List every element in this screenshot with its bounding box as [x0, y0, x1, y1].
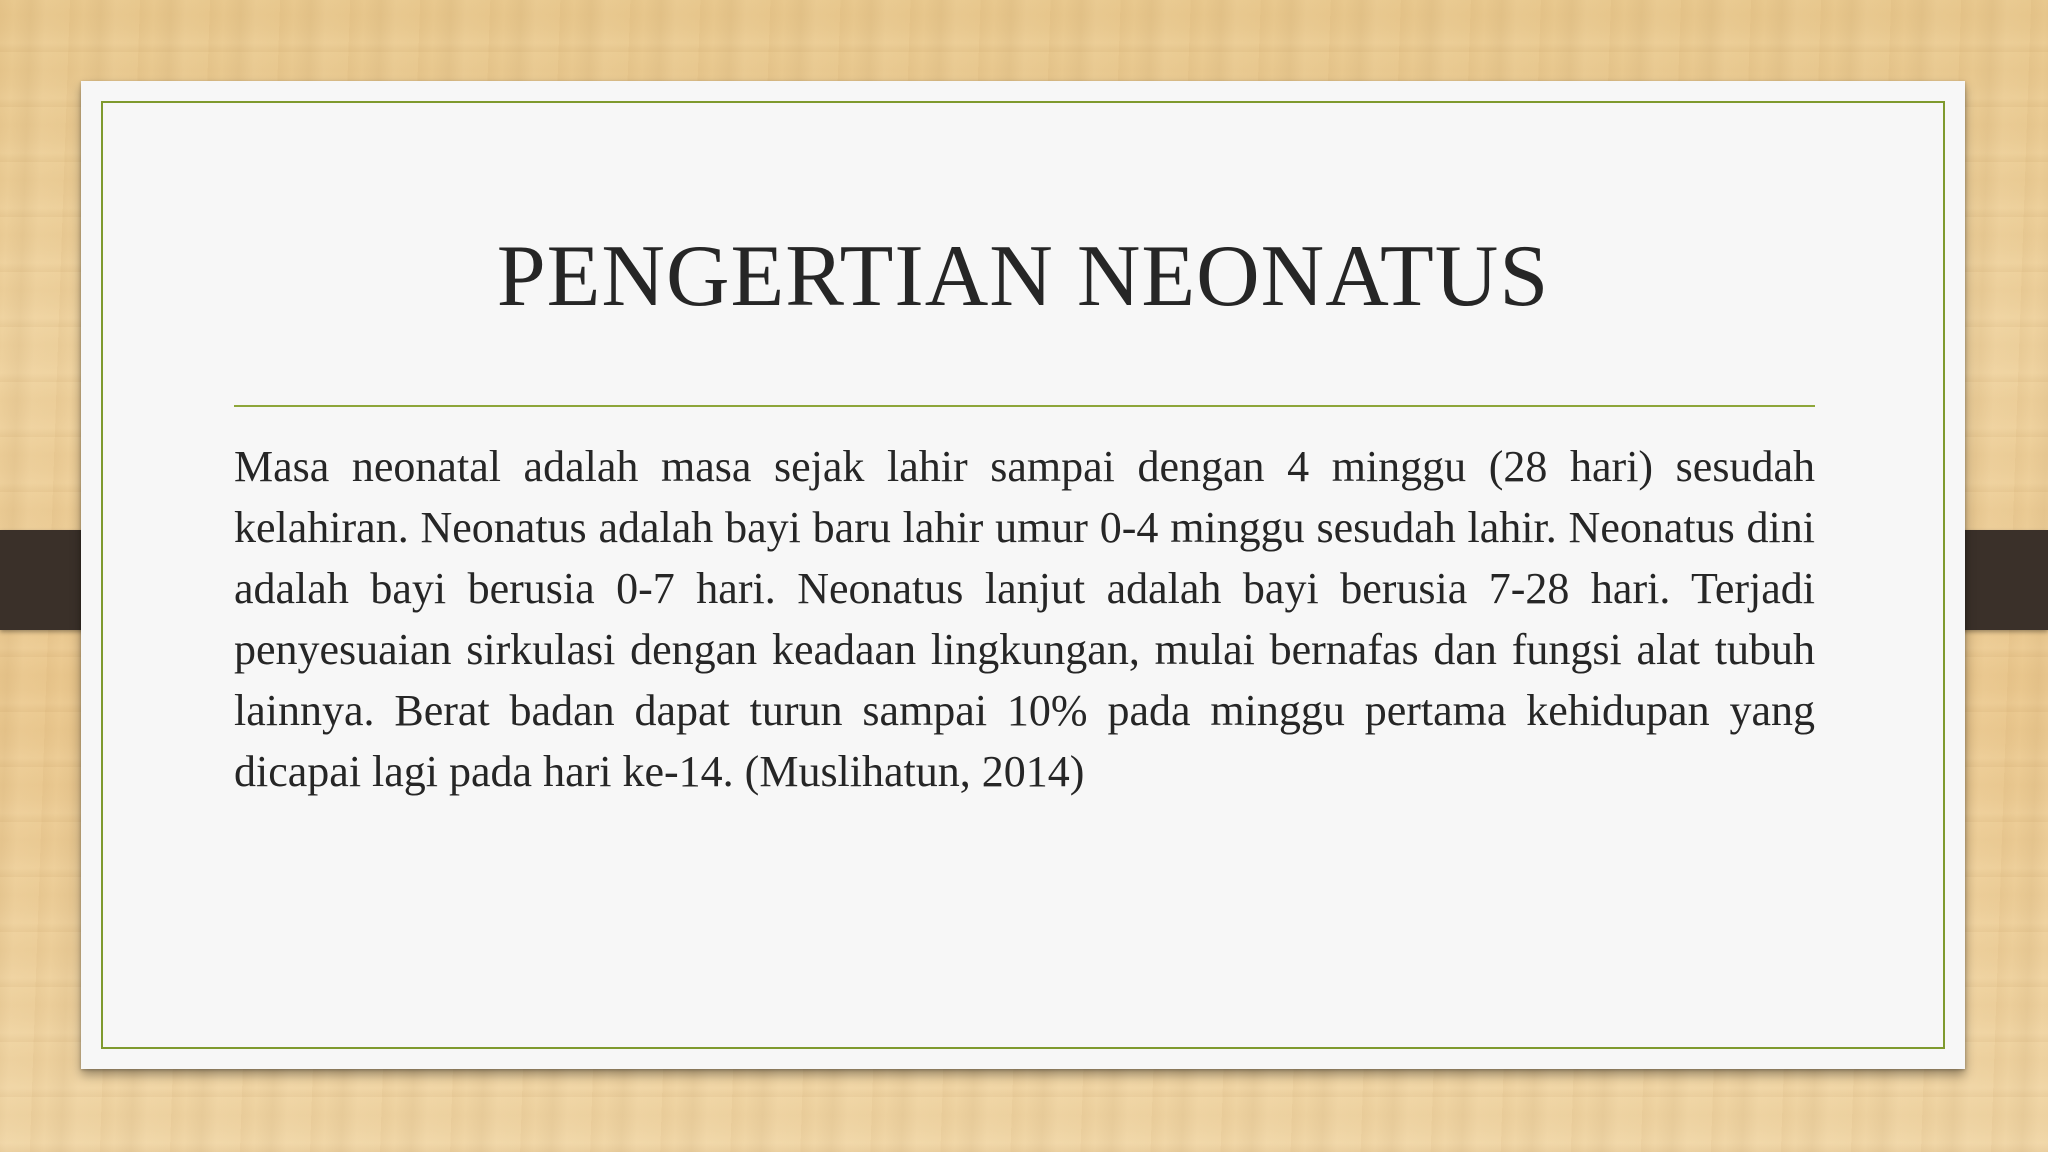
- slide-title: PENGERTIAN NEONATUS: [496, 228, 1550, 325]
- slide-body-text: Masa neonatal adalah masa sejak lahir sampai dengan 4 minggu (28 hari) sesudah kelahiran. Neonatus adalah bayi baru lahir umur 0-4 minggu sesudah lahir. Neonatus dini adalah bayi berusia 0-7 hari. Neonatus lanjut adalah bayi berusia 7-28 hari. Terjadi penyesuaian sirkulasi dengan keadaan lingkungan, mulai bernafas dan fungsi alat tubuh lainnya. Berat badan dapat turun sampai 10% pada minggu pertama kehidupan yang dicapai lagi pada hari ke-14. (Muslihatun, 2014): [234, 442, 1815, 796]
- slide-card: [81, 81, 1965, 1069]
- title-divider: [234, 405, 1815, 407]
